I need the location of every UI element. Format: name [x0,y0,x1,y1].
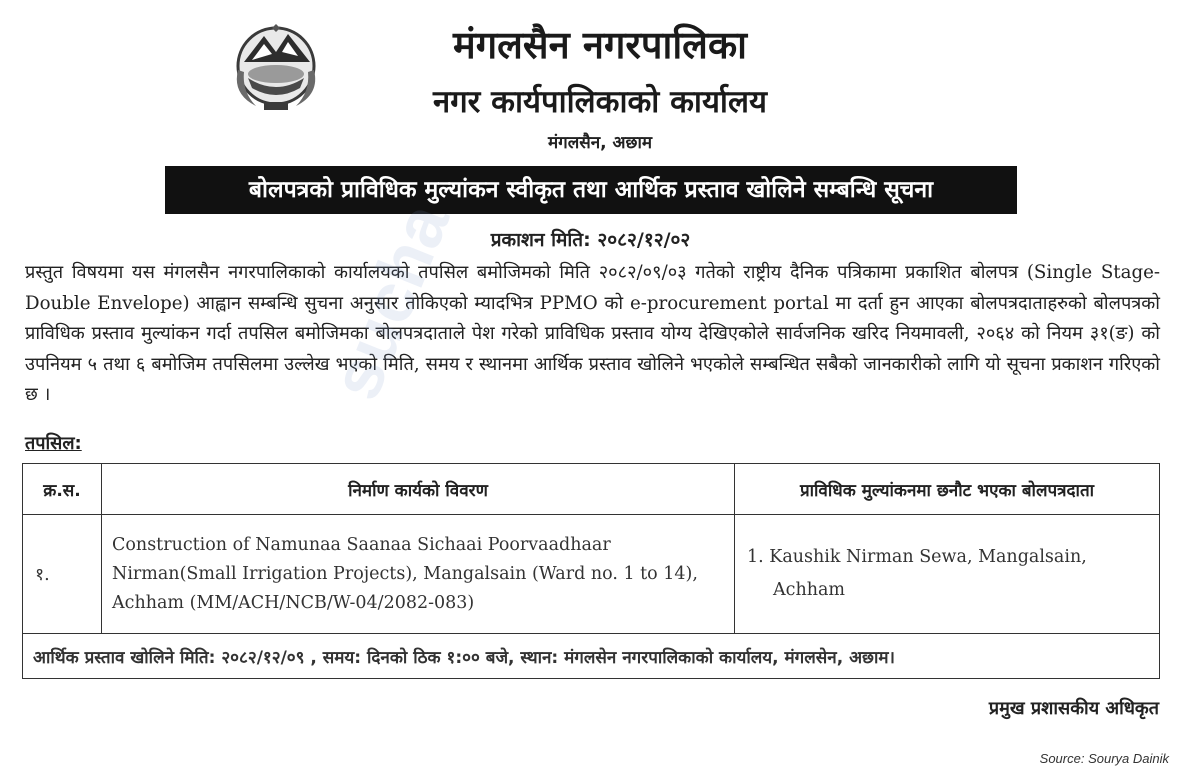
municipality-title: मंगलसैन नगरपालिका [453,23,747,67]
row-description: Construction of Namunaa Saanaa Sichaai Poorvaadhaar Nirman(Small Irrigation Projects), Mangalsain (Ward no. 1 to 14), Achham (MM/ACH/NCB/W-04/2082-083) [102,515,735,634]
header-bidder: प्राविधिक मुल्यांकनमा छनौट भएका बोलपत्रदाता [735,464,1160,515]
opening-details-row [23,634,1160,679]
notice-heading: बोलपत्रको प्राविधिक मुल्यांकन स्वीकृत तथा आर्थिक प्रस्ताव खोलिने सम्बन्धि सूचना [165,166,1017,214]
row-bidder [735,515,1160,634]
row-serial: १. [23,515,102,634]
office-location: मंगलसैन, अछाम [547,133,653,153]
notice-paragraph: प्रस्तुत विषयमा यस मंगलसैन नगरपालिकाको कार्यालयको तपसिल बमोजिमको मिति २०८२/०९/०३ गतेको राष्ट्रीय दैनिक पत्रिकामा प्रकाशित बोलपत्र (Single Stage-Double Envelope) आह्वान सम्बन्धि सुचना अनुसार तोकिएको म्यादभित्र PPMO को e-procurement portal मा दर्ता हुन आएका बोलपत्रदाताहरुको बोलपत्रको प्राविधिक प्रस्ताव मुल्यांकन गर्दा तपसिल बमोजिमका बोलपत्रदाताले पेश गरेको प्राविधिक प्रस्ताव योग्य देखिएकोले सार्वजनिक खरिद नियमावली, २०६४ को नियम ३१(ङ) को उपनियम ५ तथा ६ बमोजिम तपसिलमा उल्लेख भएको मिति, समय र स्थानमा आर्थिक प्रस्ताव खोलिने भएकोले सम्बन्धित सबैको जानकारीको लागि यो सूचना प्रकाशन गरिएको छ । [25,262,1161,405]
watermark: sucha [315,192,465,410]
opening-details: आर्थिक प्रस्ताव खोलिने मिति: २०८२/१२/०९ , समय: दिनको ठिक १:०० बजे, स्थान: मंगलसेन नगरपालिकाको कार्यालय, मंगलसेन, अछाम। [23,634,1160,679]
bidder-line: 1. Kaushik Nirman Sewa, Mangalsain, [747,547,1087,567]
publication-date: प्रकाशन मिति: २०८२/१२/०२ [490,229,691,251]
signature: प्रमुख प्रशासकीय अधिकृत [988,698,1159,719]
government-emblem-icon [226,22,326,114]
details-table [22,463,1160,679]
office-subtitle: नगर कार्यपालिकाको कार्यालय [433,84,767,120]
bidder-line: Achham [773,580,846,600]
header-serial: क्र.स. [23,464,102,515]
details-label: तपसिल: [25,433,82,454]
table-row [23,515,1160,634]
header-description: निर्माण कार्यको विवरण [102,464,735,515]
source-credit: Source: Sourya Dainik [1039,751,1169,766]
table-header-row [23,464,1160,515]
